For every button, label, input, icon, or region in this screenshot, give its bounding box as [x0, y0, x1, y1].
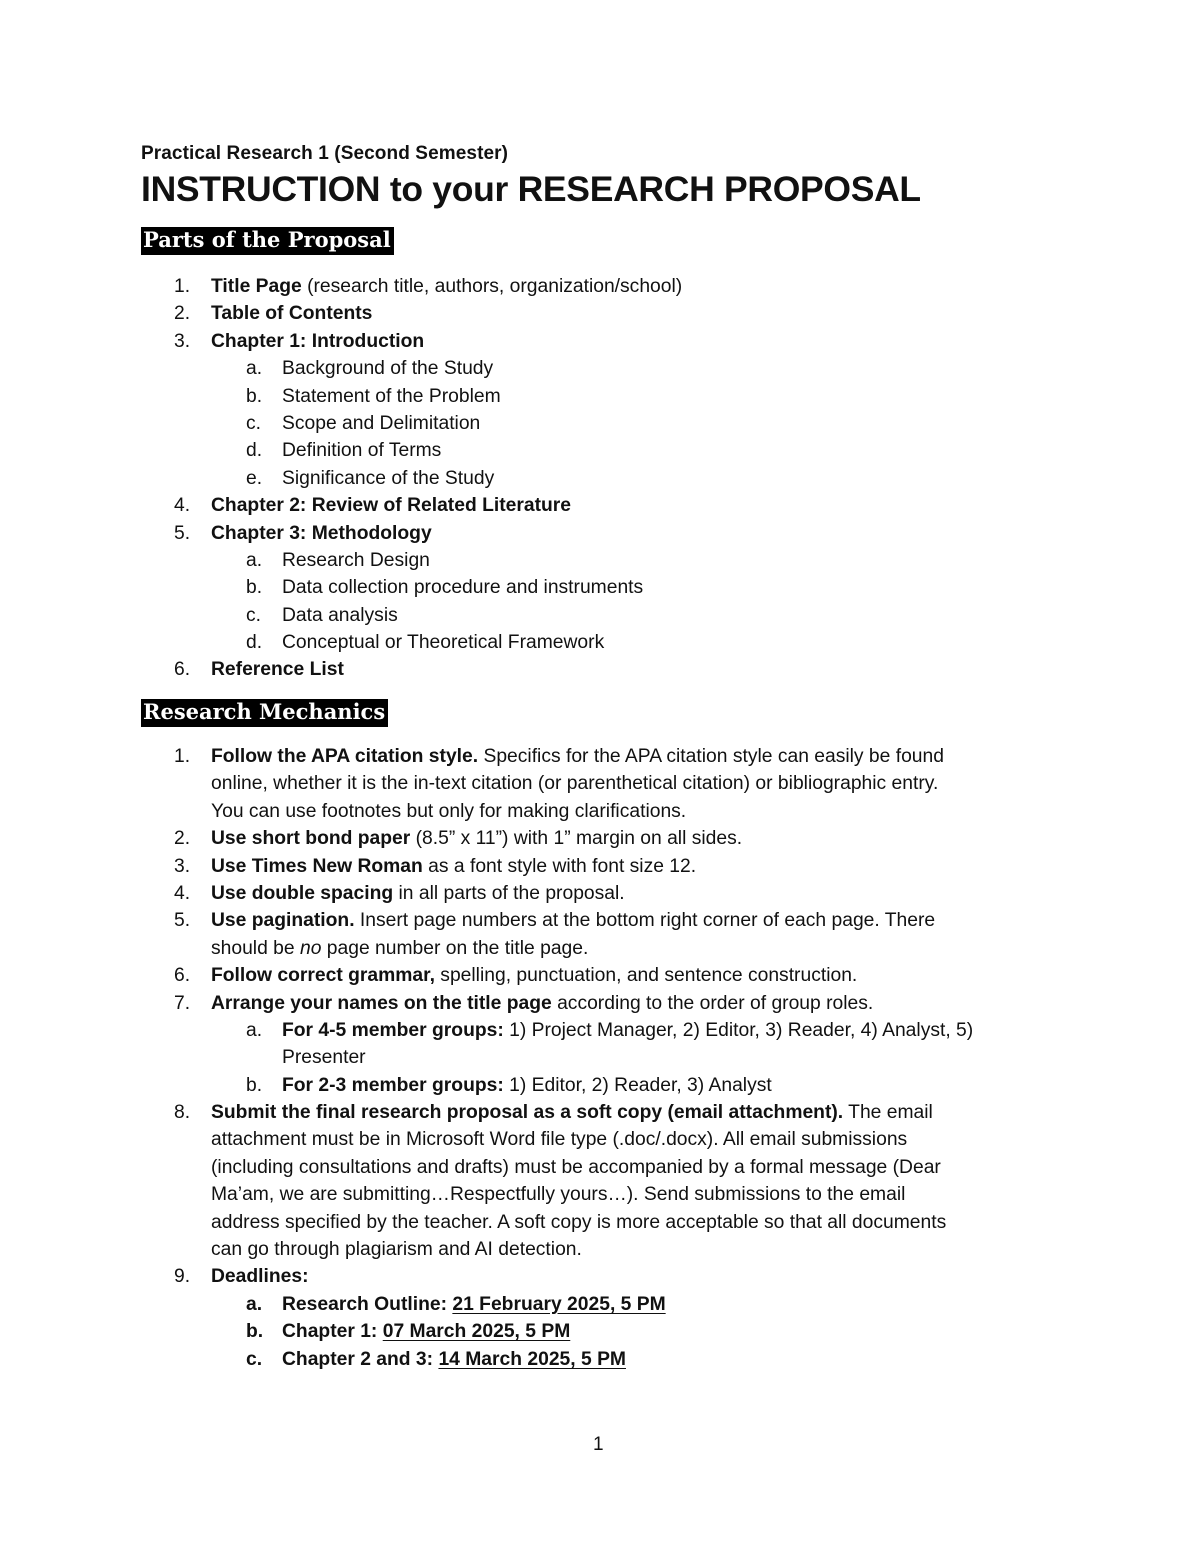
list-item: 3. Chapter 1: Introduction	[174, 330, 425, 352]
section-heading-parts: Parts of the Proposal	[141, 227, 394, 255]
document-title: INSTRUCTION to your RESEARCH PROPOSAL	[141, 169, 921, 209]
list-item: 5. Use pagination. Insert page numbers at the bottom right corner of each page. There	[174, 910, 936, 932]
list-item: 6. Reference List	[174, 659, 344, 681]
list-item: 4. Chapter 2: Review of Related Literature	[174, 495, 572, 517]
sub-list-item: c. Scope and Delimitation	[246, 412, 481, 434]
list-item: 2. Table of Contents	[174, 303, 373, 325]
list-item-continuation: address specified by the teacher. A soft copy is more acceptable so that all documents	[211, 1211, 947, 1233]
list-item: 3. Use Times New Roman as a font style with font size 12.	[174, 855, 697, 877]
list-item: 6. Follow correct grammar, spelling, punctuation, and sentence construction.	[174, 965, 858, 987]
deadline-item: c. Chapter 2 and 3: 14 March 2025, 5 PM	[246, 1348, 626, 1370]
list-item: 8. Submit the final research proposal as a soft copy (email attachment). The email	[174, 1102, 933, 1124]
sub-list-item: b. For 2-3 member groups: 1) Editor, 2) Reader, 3) Analyst	[246, 1074, 772, 1096]
list-item-continuation: (including consultations and drafts) must be accompanied by a formal message (Dear	[211, 1156, 941, 1178]
sub-list-item: d. Conceptual or Theoretical Framework	[246, 632, 605, 654]
list-item: 9. Deadlines:	[174, 1266, 309, 1288]
list-item: 5. Chapter 3: Methodology	[174, 522, 432, 544]
sub-list-item: a. Background of the Study	[246, 358, 494, 380]
section-heading-mechanics: Research Mechanics	[141, 699, 388, 727]
sub-list-item: e. Significance of the Study	[246, 467, 495, 489]
sub-list-item: a. For 4-5 member groups: 1) Project Manager, 2) Editor, 3) Reader, 4) Analyst, 5)	[246, 1019, 974, 1041]
sub-list-item: b. Data collection procedure and instruments	[246, 577, 644, 599]
list-item: 4. Use double spacing in all parts of the proposal.	[174, 882, 625, 904]
list-item-continuation: Ma’am, we are submitting…Respectfully yours…). Send submissions to the email	[211, 1184, 906, 1206]
deadline-item: b. Chapter 1: 07 March 2025, 5 PM	[246, 1321, 571, 1343]
list-item-continuation: online, whether it is the in-text citation (or parenthetical citation) or bibliographic entry.	[211, 773, 939, 795]
page-number: 1	[593, 1434, 604, 1455]
course-subtitle: Practical Research 1 (Second Semester)	[141, 143, 509, 164]
mechanics-list	[141, 743, 1081, 1373]
deadline-date: 14 March 2025, 5 PM	[438, 1348, 626, 1370]
sub-list-item: c. Data analysis	[246, 604, 398, 626]
list-item: 7. Arrange your names on the title page according to the order of group roles.	[174, 992, 874, 1014]
deadline-date: 21 February 2025, 5 PM	[452, 1293, 666, 1315]
sub-list-item: a. Research Design	[246, 549, 430, 571]
list-item: 2. Use short bond paper (8.5” x 11”) with 1” margin on all sides.	[174, 828, 743, 850]
sub-list-item: b. Statement of the Problem	[246, 385, 501, 407]
sub-list-item: d. Definition of Terms	[246, 440, 442, 462]
list-item-continuation: can go through plagiarism and AI detection.	[211, 1239, 582, 1261]
list-item: 1. Follow the APA citation style. Specifics for the APA citation style can easily be found	[174, 746, 944, 767]
list-item-continuation: should be no page number on the title page.	[211, 937, 589, 959]
list-item: 1. Title Page (research title, authors, organization/school)	[174, 276, 683, 297]
deadline-date: 07 March 2025, 5 PM	[382, 1321, 571, 1343]
parts-list	[141, 273, 1081, 684]
sub-list-item-continuation: Presenter	[282, 1047, 366, 1069]
list-item-continuation: You can use footnotes but only for making clarifications.	[211, 800, 687, 822]
deadline-item: a. Research Outline: 21 February 2025, 5 PM	[246, 1293, 666, 1315]
list-item-continuation: attachment must be in Microsoft Word file type (.doc/.docx). All email submissions	[211, 1129, 908, 1151]
